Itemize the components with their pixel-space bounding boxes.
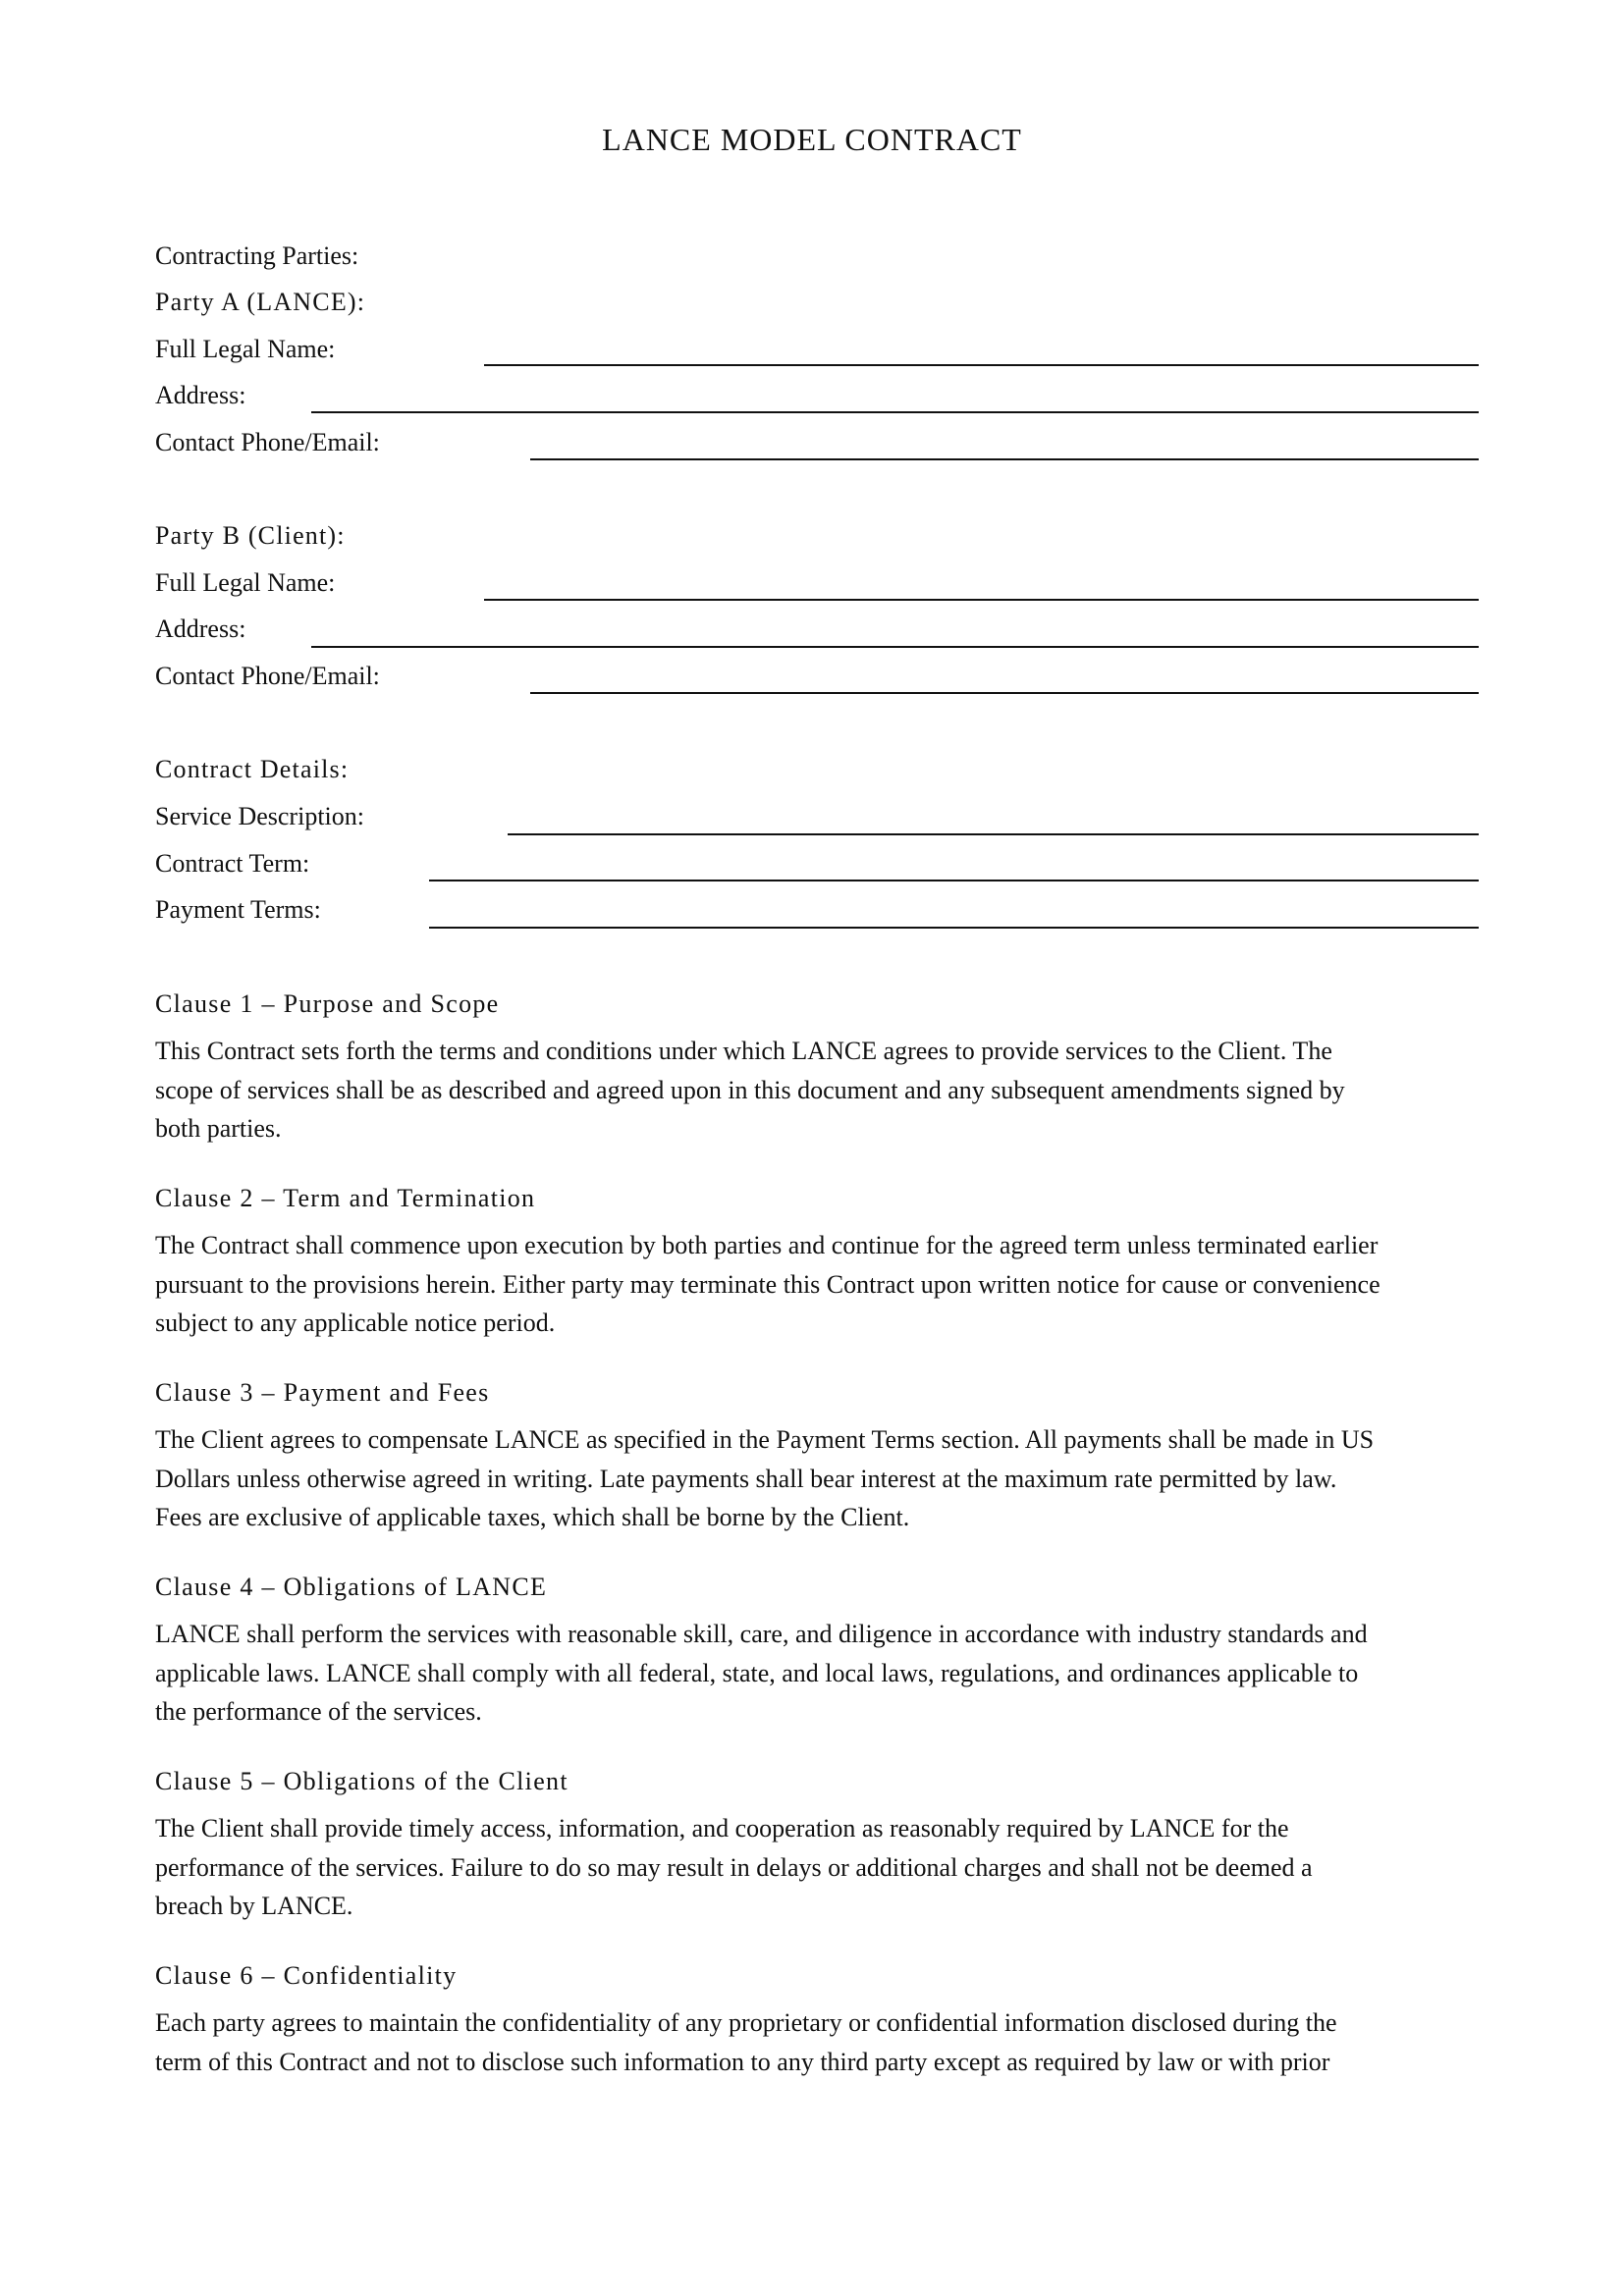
clause-2-heading: Clause 2 – Term and Termination [155,1184,536,1212]
clause-4-heading: Clause 4 – Obligations of LANCE [155,1573,548,1601]
party-b-name-field[interactable] [484,599,1479,601]
clause-6-heading: Clause 6 – Confidentiality [155,1961,458,1990]
service-description-label: Service Description: [155,802,364,830]
party-b-address-field[interactable] [311,646,1479,648]
contract-term-label: Contract Term: [155,849,310,878]
clause-4-line: LANCE shall perform the services with reasonable skill, care, and diligence in accordance with industry standards and [155,1620,1368,1648]
contracting-parties-heading: Contracting Parties: [155,241,359,270]
contract-details-heading: Contract Details: [155,755,350,783]
party-a-name-field[interactable] [484,364,1479,366]
party-b-contact-label: Contact Phone/Email: [155,662,380,690]
clause-5-line: breach by LANCE. [155,1892,353,1920]
clause-5-body [155,1809,1481,1926]
document-title: LANCE MODEL CONTRACT [602,122,1022,157]
clause-2-line: pursuant to the provisions herein. Either party may terminate this Contract upon written notice for cause or convenience [155,1269,1380,1299]
clause-3-line: Dollars unless otherwise agreed in writing. Late payments shall bear interest at the maximum rate permitted by law. [155,1464,1337,1493]
clause-3-body [155,1420,1481,1537]
clause-2-line: The Contract shall commence upon execution by both parties and continue for the agreed term unless terminated earlier [155,1231,1379,1259]
party-b-address-label: Address: [155,614,246,643]
payment-terms-label: Payment Terms: [155,895,321,924]
clause-3-heading: Clause 3 – Payment and Fees [155,1378,490,1407]
party-a-address-field[interactable] [311,411,1479,413]
party-b-heading: Party B (Client): [155,521,346,550]
clause-5-heading: Clause 5 – Obligations of the Client [155,1767,568,1795]
party-a-contact-field[interactable] [530,458,1479,460]
clause-1-body [155,1032,1481,1148]
clause-6-line: Each party agrees to maintain the confidentiality of any proprietary or confidential information disclosed during the [155,2008,1337,2037]
clause-1-heading: Clause 1 – Purpose and Scope [155,989,500,1018]
contract-term-field[interactable] [429,880,1479,881]
clause-3-line: Fees are exclusive of applicable taxes, which shall be borne by the Client. [155,1503,910,1531]
clause-4-body [155,1615,1481,1732]
clause-5-line: The Client shall provide timely access, information, and cooperation as reasonably required by LANCE for the [155,1814,1289,1842]
clause-1-line: both parties. [155,1114,282,1143]
party-b-contact-field[interactable] [530,692,1479,694]
party-a-heading: Party A (LANCE): [155,288,366,316]
clause-5-line: performance of the services. Failure to do so may result in delays or additional charges and shall not be deemed a [155,1852,1313,1882]
party-b-name-label: Full Legal Name: [155,568,336,597]
clause-2-line: subject to any applicable notice period. [155,1308,556,1337]
clause-4-line: applicable laws. LANCE shall comply with all federal, state, and local laws, regulations, and ordinances applicable to [155,1658,1359,1687]
clause-3-line: The Client agrees to compensate LANCE as specified in the Payment Terms section. All payments shall be made in US [155,1425,1375,1454]
party-a-name-label: Full Legal Name: [155,335,336,363]
party-a-contact-label: Contact Phone/Email: [155,428,380,456]
clause-2-body [155,1226,1481,1343]
party-a-address-label: Address: [155,381,246,409]
clause-6-body [155,2003,1481,2081]
clause-4-line: the performance of the services. [155,1697,482,1726]
clause-6-line: term of this Contract and not to disclose such information to any third party except as required by law or with prior [155,2047,1330,2076]
payment-terms-field[interactable] [429,927,1479,929]
clause-1-line: scope of services shall be as described and agreed upon in this document and any subsequent amendments signed by [155,1075,1345,1104]
clause-1-line: This Contract sets forth the terms and conditions under which LANCE agrees to provide services to the Client. The [155,1037,1332,1065]
service-description-field[interactable] [508,833,1479,835]
